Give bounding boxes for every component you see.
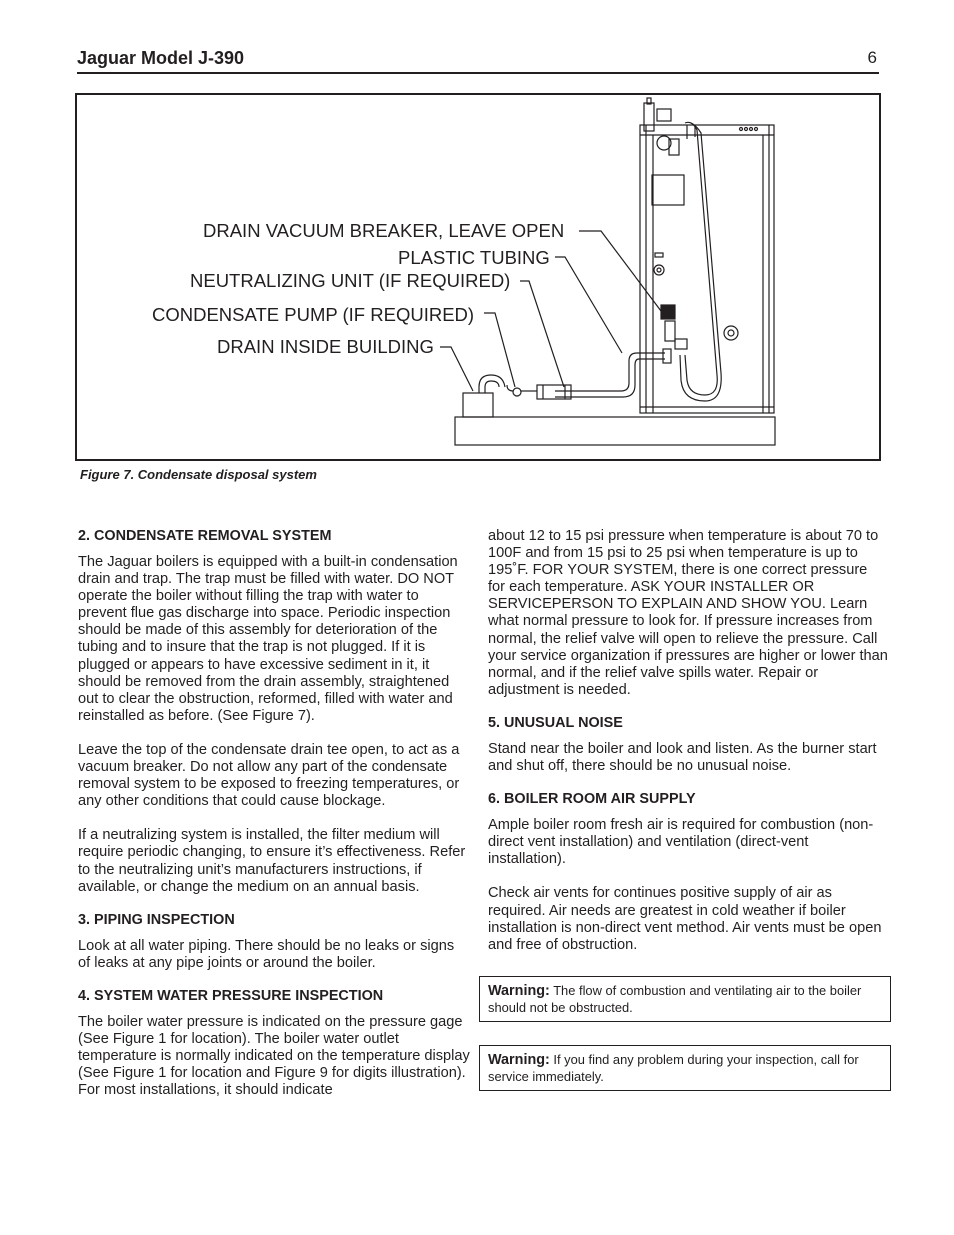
paragraph: The Jaguar boilers is equipped with a built-in condensation drain and trap. The trap must be filled with water. DO NOT operate the boiler without filling the trap with water to prevent flue gas discharge into space. Periodic inspection should be made of this assembly for deterioration of the tubing and to insure that the trap is not plugged. If it is plugged or appears to have excessive sediment in it, it should be removed from the drain assembly, straightened out to clear the obstruction, reformed, filled with water and reinstalled as before. (See Figure 7). (78, 554, 458, 724)
paragraph: about 12 to 15 psi pressure when temperature is about 70 to 100F and from 15 psi to 25 psi when temperature is up to 195˚F. FOR YOUR SYSTEM, there is one correct pressure for each temperature. ASK YOUR INSTALLER OR SERVICEPERSON TO EXPLAIN AND SHOW YOU. Learn what normal pressure to look for. If pressure increases from normal, the relief valve will open to relieve the pressure. Call your service organization if pressures are higher or lower than normal, and if the relief valve spills water. Repair or adjustment is needed. (488, 528, 888, 698)
page-number: 6 (867, 48, 877, 67)
paragraph: Check air vents for continues positive supply of air as required. Air needs are greatest in cold weather if boiler installation is non-direct vent method. Air vents must be open and free of obstruction. (488, 885, 882, 953)
section-heading-condensate: 2. CONDENSATE REMOVAL SYSTEM (78, 528, 332, 544)
callout-drain-inside: DRAIN INSIDE BUILDING (217, 336, 434, 357)
figure-condensate-diagram (75, 93, 881, 461)
page-header (77, 48, 879, 74)
control-panel (652, 175, 684, 205)
figure-caption: Figure 7. Condensate disposal system (80, 467, 317, 482)
paragraph: If a neutralizing system is installed, the filter medium will require periodic changing, to ensure it’s effectiveness. Refer to the neutralizing unit’s manufacturers instructions, if available, or change the medium on an annual basis. (78, 827, 466, 895)
paragraph: Stand near the boiler and look and listen. As the burner start and shut off, there should be no unusual noise. (488, 740, 877, 775)
callout-plastic-tubing: PLASTIC TUBING (398, 247, 550, 268)
callout-vacuum-breaker: DRAIN VACUUM BREAKER, LEAVE OPEN (203, 220, 565, 241)
document-title: Jaguar Model J-390 (77, 48, 245, 68)
right-column (488, 528, 888, 954)
floor-pad (455, 417, 775, 445)
left-column (78, 528, 470, 1099)
warning-label: Warning: (488, 983, 550, 999)
drain-bucket (463, 393, 493, 417)
section-heading-piping: 3. PIPING INSPECTION (78, 911, 235, 928)
section-heading-air: 6. BOILER ROOM AIR SUPPLY (488, 791, 696, 808)
warning-box-airflow (479, 976, 891, 1022)
paragraph: The boiler water pressure is indicated on the pressure gage (See Figure 1 for location). The boiler water outlet temperature is normally indicated on the temperature display (See Figure 1 for location and Figure 9 for digits illustration). For most installations, it should indicate (78, 1013, 470, 1099)
warning-box-service (479, 1045, 891, 1091)
warning-text: The flow of combustion and ventilating air to the boiler should not be obstructed. (488, 983, 862, 1015)
section-heading-pressure: 4. SYSTEM WATER PRESSURE INSPECTION (78, 987, 384, 1004)
warning-text: If you find any problem during your inspection, call for service immediately. (488, 1052, 859, 1084)
section-heading-noise: 5. UNUSUAL NOISE (488, 714, 623, 731)
paragraph: Look at all water piping. There should be no leaks or signs of leaks at any pipe joints or around the boiler. (78, 937, 455, 971)
warning-label: Warning: (488, 1052, 550, 1068)
callout-neutralizing-unit: NEUTRALIZING UNIT (IF REQUIRED) (190, 270, 511, 291)
paragraph: Leave the top of the condensate drain tee open, to act as a vacuum breaker. Do not allow any part of the condensate removal system to be exposed to freezing temperatures, or any other conditions that could cause blockage. (78, 741, 460, 810)
paragraph: Ample boiler room fresh air is required for combustion (non-direct vent installation) and ventilation (direct-vent installation). (488, 817, 874, 868)
callout-condensate-pump: CONDENSATE PUMP (IF REQUIRED) (152, 304, 475, 325)
